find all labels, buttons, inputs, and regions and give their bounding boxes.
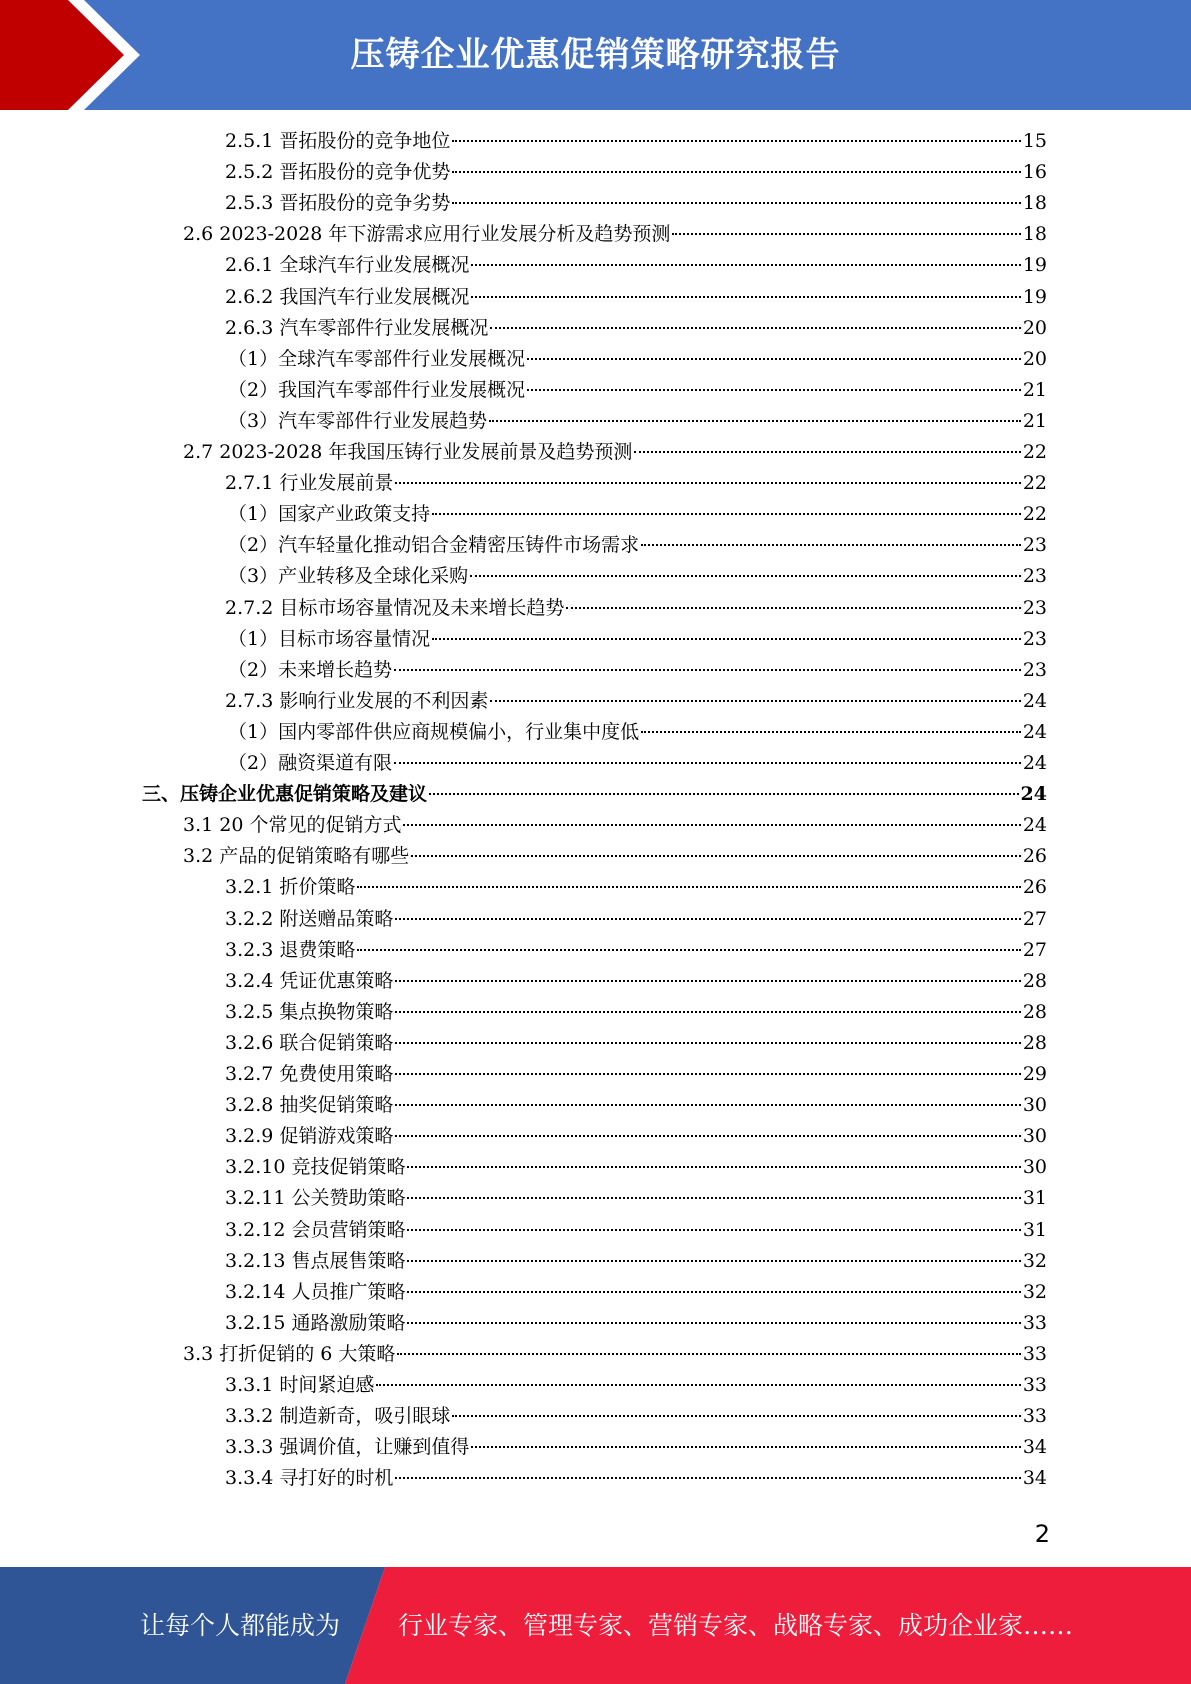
toc-entry-label: （3）产业转移及全球化采购	[228, 565, 469, 588]
toc-entry-page: 29	[1022, 1063, 1047, 1085]
toc-entry[interactable]	[225, 1433, 1047, 1461]
toc-entry-label: （2）汽车轻量化推动铝合金精密压铸件市场需求	[228, 534, 640, 557]
toc-entry[interactable]	[228, 625, 1047, 653]
toc-dot-leader	[411, 855, 1021, 857]
toc-entry-label: 3.2.4 凭证优惠策略	[225, 969, 394, 992]
page-footer	[0, 1567, 1191, 1684]
toc-entry-label: 3.3.1 时间紧迫感	[225, 1374, 375, 1396]
footer-slogan-left: 让每个人都能成为	[140, 1611, 341, 1640]
toc-dot-leader	[397, 1353, 1020, 1355]
toc-entry-label: 3.2.8 抽奖促销策略	[225, 1094, 394, 1117]
toc-entry-label: 2.6 2023-2028 年下游需求应用行业发展分析及趋势预测	[183, 223, 671, 246]
toc-entry-page: 32	[1022, 1280, 1047, 1303]
toc-entry-label: 3.2.12 会员营销策略	[225, 1218, 406, 1241]
toc-entry[interactable]	[228, 345, 1047, 373]
toc-dot-leader	[429, 793, 1019, 795]
page-header	[0, 0, 1191, 110]
report-title: 压铸企业优惠促销策略研究报告	[350, 35, 841, 75]
toc-entry[interactable]	[183, 438, 1047, 466]
toc-entry-page: 16	[1022, 161, 1047, 184]
toc-dot-leader	[641, 544, 1021, 546]
toc-dot-leader	[395, 1042, 1020, 1044]
toc-dot-leader	[395, 1073, 1020, 1075]
toc-dot-leader	[395, 482, 1020, 484]
toc-entry-page: 34	[1022, 1436, 1047, 1459]
toc-entry-page: 28	[1022, 1031, 1047, 1054]
toc-entry-label: 3.2.7 免费使用策略	[225, 1063, 394, 1085]
toc-entry[interactable]	[228, 376, 1047, 404]
toc-entry-label: 2.7.1 行业发展前景	[225, 472, 394, 495]
toc-dot-leader	[471, 1446, 1020, 1448]
toc-dot-leader	[394, 669, 1021, 671]
toc-entry-label: （1）国内零部件供应商规模偏小，行业集中度低	[228, 720, 640, 743]
toc-dot-leader	[471, 264, 1020, 266]
toc-dot-leader	[452, 1415, 1020, 1417]
toc-entry-label: 3.2.9 促销游戏策略	[225, 1125, 394, 1148]
toc-dot-leader	[566, 607, 1020, 609]
toc-entry-label: 2.5.3 晋拓股份的竞争劣势	[225, 192, 451, 215]
toc-dot-leader	[395, 1104, 1020, 1106]
toc-dot-leader	[527, 389, 1021, 391]
toc-entry-label: 3.2.6 联合促销策略	[225, 1031, 394, 1054]
toc-entry-page: 21	[1022, 409, 1047, 432]
toc-entry[interactable]	[225, 1402, 1047, 1430]
toc-entry[interactable]	[225, 158, 1047, 186]
toc-entry-label: 3.2.3 退费策略	[225, 938, 356, 961]
toc-dot-leader	[471, 296, 1020, 298]
toc-entry-page: 21	[1022, 378, 1047, 401]
toc-entry[interactable]	[183, 220, 1047, 248]
toc-entry[interactable]	[225, 1371, 1047, 1399]
page-number: 2	[1034, 1520, 1050, 1548]
toc-entry[interactable]	[228, 531, 1047, 559]
toc-entry[interactable]	[225, 127, 1047, 155]
toc-entry-label: 3.2.1 折价策略	[225, 876, 356, 899]
toc-entry[interactable]	[225, 967, 1047, 995]
toc-entry-label: 3.2.11 公关赞助策略	[225, 1187, 406, 1210]
toc-dot-leader	[357, 949, 1020, 951]
toc-entry-page: 24	[1022, 814, 1047, 837]
toc-dot-leader	[407, 1229, 1020, 1231]
toc-entry-label: 3.2.10 竞技促销策略	[225, 1156, 406, 1179]
toc-entry[interactable]	[228, 656, 1047, 684]
toc-dot-leader	[407, 1291, 1020, 1293]
toc-entry-page: 32	[1022, 1249, 1047, 1272]
toc-entry-page: 30	[1022, 1125, 1047, 1148]
toc-entry-label: 3.3.3 强调价值，让赚到值得	[225, 1436, 470, 1459]
toc-dot-leader	[376, 1384, 1020, 1386]
toc-dot-leader	[357, 886, 1020, 888]
toc-entry[interactable]	[228, 749, 1047, 777]
toc-dot-leader	[490, 327, 1020, 329]
toc-entry[interactable]	[225, 1122, 1047, 1150]
toc-entry-page: 34	[1022, 1467, 1047, 1490]
toc-entry-label: 3.2.5 集点换物策略	[225, 1000, 394, 1023]
toc-entry-label: （1）国家产业政策支持	[228, 503, 431, 526]
toc-entry-page: 27	[1022, 938, 1047, 961]
toc-entry[interactable]	[183, 811, 1047, 839]
toc-entry-page: 30	[1022, 1094, 1047, 1117]
toc-entry-label: 3.2.14 人员推广策略	[225, 1280, 406, 1303]
toc-entry[interactable]	[225, 1029, 1047, 1057]
toc-entry-page: 33	[1022, 1311, 1047, 1334]
toc-entry-page: 26	[1022, 876, 1047, 899]
toc-dot-leader	[395, 1011, 1020, 1013]
toc-entry[interactable]	[183, 1340, 1047, 1368]
toc-dot-leader	[452, 171, 1020, 173]
toc-dot-leader	[489, 420, 1021, 422]
toc-entry[interactable]	[228, 407, 1047, 435]
toc-entry-page: 22	[1022, 472, 1047, 495]
toc-dot-leader	[634, 451, 1020, 453]
toc-entry-page: 28	[1022, 969, 1047, 992]
toc-entry-label: 3.2.2 附送赠品策略	[225, 907, 394, 930]
toc-entry-label: 3.1 20 个常见的促销方式	[183, 814, 402, 837]
toc-entry[interactable]	[225, 873, 1047, 901]
toc-entry[interactable]	[225, 469, 1047, 497]
toc-dot-leader	[672, 233, 1020, 235]
toc-entry[interactable]	[228, 562, 1047, 590]
toc-entry[interactable]	[225, 594, 1047, 622]
toc-entry-page: 33	[1022, 1405, 1047, 1428]
toc-entry[interactable]	[142, 780, 1047, 808]
toc-entry-label: 3.2 产品的促销策略有哪些	[183, 845, 410, 868]
toc-entry[interactable]	[225, 314, 1047, 342]
toc-entry-label: 三、压铸企业优惠促销策略及建议	[142, 783, 428, 806]
toc-dot-leader	[490, 700, 1020, 702]
toc-entry-label: （2）我国汽车零部件行业发展概况	[228, 378, 526, 401]
toc-dot-leader	[452, 202, 1020, 204]
toc-entry[interactable]	[225, 1060, 1047, 1088]
toc-entry-label: （2）未来增长趋势	[228, 658, 393, 681]
toc-dot-leader	[395, 1135, 1020, 1137]
toc-dot-leader	[403, 824, 1020, 826]
toc-entry[interactable]	[225, 283, 1047, 311]
toc-entry-label: 2.6.1 全球汽车行业发展概况	[225, 254, 470, 277]
toc-entry-page: 31	[1022, 1187, 1047, 1210]
toc-entry[interactable]	[225, 1247, 1047, 1275]
toc-dot-leader	[395, 980, 1020, 982]
toc-entry-label: 2.7.3 影响行业发展的不利因素	[225, 689, 489, 712]
toc-entry-page: 24	[1022, 720, 1047, 743]
toc-entry[interactable]	[228, 500, 1047, 528]
toc-entry[interactable]	[225, 1464, 1047, 1492]
toc-entry-label: （3）汽车零部件行业发展趋势	[228, 409, 488, 432]
toc-entry-label: 3.3.2 制造新奇，吸引眼球	[225, 1405, 451, 1428]
toc-entry-page: 23	[1022, 658, 1047, 681]
toc-entry-page: 18	[1022, 192, 1047, 215]
toc-dot-leader	[407, 1260, 1020, 1262]
toc-entry-label: 3.3.4 寻打好的时机	[225, 1467, 394, 1490]
toc-entry-label: （1）目标市场容量情况	[228, 627, 431, 650]
toc-entry-page: 30	[1022, 1156, 1047, 1179]
toc-entry-page: 26	[1022, 845, 1047, 868]
toc-dot-leader	[452, 140, 1020, 142]
toc-entry-label: 2.6.2 我国汽车行业发展概况	[225, 285, 470, 308]
toc-entry[interactable]	[225, 189, 1047, 217]
toc-entry-page: 20	[1022, 347, 1047, 370]
toc-entry-page: 20	[1022, 316, 1047, 339]
toc-entry[interactable]	[228, 718, 1047, 746]
toc-entry[interactable]	[225, 1216, 1047, 1244]
toc-entry[interactable]	[225, 1153, 1047, 1181]
toc-entry-label: 2.6.3 汽车零部件行业发展概况	[225, 316, 489, 339]
toc-entry-page: 19	[1022, 285, 1047, 308]
toc-entry-label: （2）融资渠道有限	[228, 752, 393, 774]
toc-entry[interactable]	[183, 842, 1047, 870]
toc-dot-leader	[641, 731, 1021, 733]
toc-entry-label: 2.7 2023-2028 年我国压铸行业发展前景及趋势预测	[183, 441, 633, 463]
toc-entry-page: 19	[1022, 254, 1047, 277]
toc-entry-page: 31	[1022, 1218, 1047, 1241]
toc-entry[interactable]	[225, 1184, 1047, 1212]
footer-slogan-right: 行业专家、管理专家、营销专家、战略专家、成功企业家……	[398, 1611, 1074, 1640]
toc-entry-label: （1）全球汽车零部件行业发展概况	[228, 347, 526, 370]
toc-entry-label: 3.3 打折促销的 6 大策略	[183, 1342, 396, 1365]
toc-entry-page: 28	[1022, 1000, 1047, 1023]
toc-entry[interactable]	[225, 1309, 1047, 1337]
toc-entry-page: 15	[1022, 130, 1047, 152]
toc-dot-leader	[527, 358, 1021, 360]
toc-entry-page: 33	[1022, 1374, 1047, 1396]
toc-entry[interactable]	[225, 998, 1047, 1026]
toc-dot-leader	[407, 1197, 1020, 1199]
toc-entry-page: 23	[1022, 596, 1047, 619]
toc-entry-page: 23	[1022, 627, 1047, 650]
toc-dot-leader	[394, 762, 1021, 764]
toc-entry[interactable]	[225, 687, 1047, 715]
toc-entry[interactable]	[225, 936, 1047, 964]
toc-entry[interactable]	[225, 905, 1047, 933]
toc-entry-page: 24	[1020, 783, 1047, 806]
toc-dot-leader	[407, 1166, 1020, 1168]
toc-entry[interactable]	[225, 251, 1047, 279]
toc-entry[interactable]	[225, 1278, 1047, 1306]
toc-dot-leader	[395, 918, 1020, 920]
toc-entry-label: 3.2.15 通路激励策略	[225, 1311, 406, 1334]
toc-dot-leader	[395, 1477, 1020, 1479]
toc-entry-page: 22	[1022, 503, 1047, 526]
toc-entry-page: 27	[1022, 907, 1047, 930]
toc-entry-page: 24	[1022, 752, 1047, 774]
toc-entry[interactable]	[225, 1091, 1047, 1119]
toc-entry-page: 22	[1022, 441, 1047, 463]
toc-entry-label: 2.5.2 晋拓股份的竞争优势	[225, 161, 451, 184]
toc-entry-page: 24	[1022, 689, 1047, 712]
toc-entry-page: 33	[1022, 1342, 1047, 1365]
toc-dot-leader	[407, 1322, 1020, 1324]
toc-entry-page: 23	[1022, 534, 1047, 557]
toc-dot-leader	[470, 575, 1021, 577]
toc-entry-label: 3.2.13 售点展售策略	[225, 1249, 406, 1272]
toc-entry-label: 2.7.2 目标市场容量情况及未来增长趋势	[225, 596, 565, 619]
toc-entry-page: 23	[1022, 565, 1047, 588]
toc-dot-leader	[432, 638, 1021, 640]
toc-dot-leader	[432, 513, 1021, 515]
toc-entry-label: 2.5.1 晋拓股份的竞争地位	[225, 130, 451, 152]
toc-entry-page: 18	[1022, 223, 1047, 246]
